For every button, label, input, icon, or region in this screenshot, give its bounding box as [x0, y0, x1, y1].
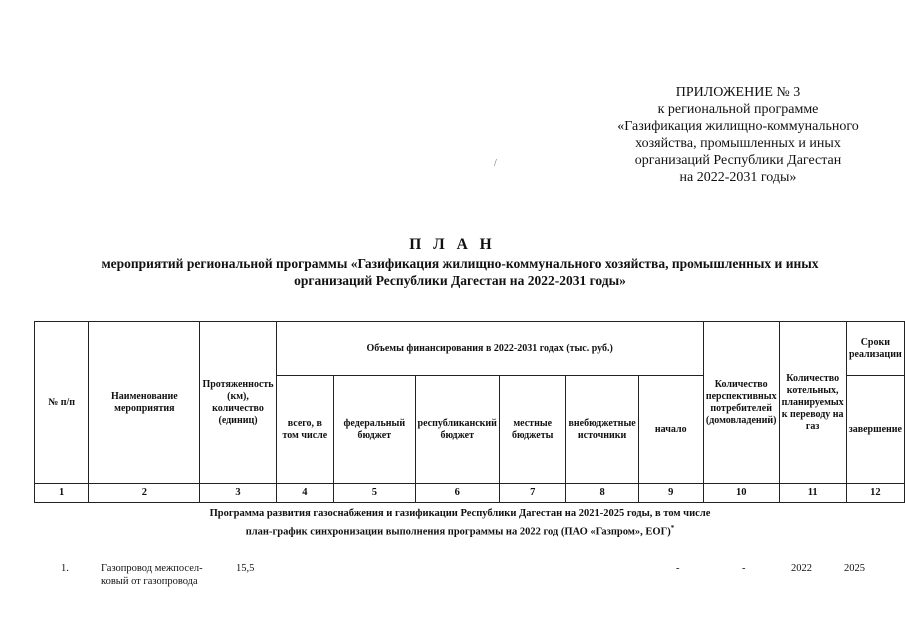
appendix-number: ПРИЛОЖЕНИЕ № 3: [675, 85, 801, 100]
header-end: завершение: [846, 376, 904, 484]
row-consumers: -: [676, 563, 680, 574]
column-number: 12: [846, 484, 904, 503]
appendix-line: хозяйства, промышленных и иных: [635, 136, 841, 151]
header-total: всего, в том числе: [276, 376, 334, 484]
row-name-line: ковый от газопровода: [101, 576, 198, 587]
header-name: Наименование мероприятия: [89, 322, 200, 484]
table-header-row: [35, 322, 905, 376]
column-number: 5: [334, 484, 415, 503]
column-number: 7: [499, 484, 566, 503]
column-number: 1: [35, 484, 89, 503]
appendix-line: «Газификация жилищно-коммунального: [617, 119, 859, 134]
stray-mark: /: [494, 158, 497, 169]
column-number: 3: [200, 484, 276, 503]
header-start: начало: [638, 376, 703, 484]
header-local: местные бюджеты: [499, 376, 566, 484]
appendix-line: организаций Республики Дагестан: [634, 153, 842, 168]
column-number: 10: [703, 484, 779, 503]
plan-table: [34, 321, 905, 503]
row-start: 2022: [791, 563, 812, 574]
row-boilers: -: [742, 563, 746, 574]
column-number: 4: [276, 484, 334, 503]
section-title-line: Программа развития газоснабжения и газификации Республики Дагестан на 2021-2025 годы, в том числе: [209, 508, 711, 519]
appendix-block: [588, 84, 888, 186]
plan-title: П Л А Н: [409, 236, 496, 253]
header-republic: республиканский бюджет: [415, 376, 499, 484]
row-number: 1.: [61, 563, 69, 574]
header-offbudget: внебюджетные источники: [566, 376, 638, 484]
footnote-mark: *: [670, 524, 675, 532]
column-number: 8: [566, 484, 638, 503]
appendix-line: к региональной программе: [657, 102, 819, 117]
header-consumers: Количество перспективных потребителей (домовладений): [703, 322, 779, 484]
header-no: № п/п: [35, 322, 89, 484]
header-federal: федеральный бюджет: [334, 376, 415, 484]
plan-subtitle-line: мероприятий региональной программы «Газификация жилищно-коммунального хозяйства, промышленных и иных: [101, 256, 819, 271]
row-length: 15,5: [236, 563, 255, 574]
header-boilers: Количество котельных, планируемых к переводу на газ: [779, 322, 846, 484]
column-number: 2: [89, 484, 200, 503]
row-name: [101, 562, 221, 588]
section-title: [150, 507, 770, 540]
header-terms-group: Сроки реализации: [846, 322, 904, 376]
plan-subtitle: [40, 255, 880, 289]
column-numbers-row: [35, 484, 905, 503]
column-number: 6: [415, 484, 499, 503]
header-financing-group: Объемы финансирования в 2022-2031 годах (тыс. руб.): [276, 322, 703, 376]
header-length: Протяженность (км), количество (единиц): [200, 322, 276, 484]
row-end: 2025: [844, 563, 865, 574]
row-name-line: Газопровод межпосел-: [101, 563, 203, 574]
appendix-line: на 2022-2031 годы»: [679, 170, 797, 185]
section-title-line: план-график синхронизации выполнения программы на 2022 год (ПАО «Газпром», ЕОГ)*: [245, 524, 675, 538]
plan-subtitle-line: организаций Республики Дагестан на 2022-2031 годы»: [294, 273, 626, 288]
column-number: 11: [779, 484, 846, 503]
column-number: 9: [638, 484, 703, 503]
